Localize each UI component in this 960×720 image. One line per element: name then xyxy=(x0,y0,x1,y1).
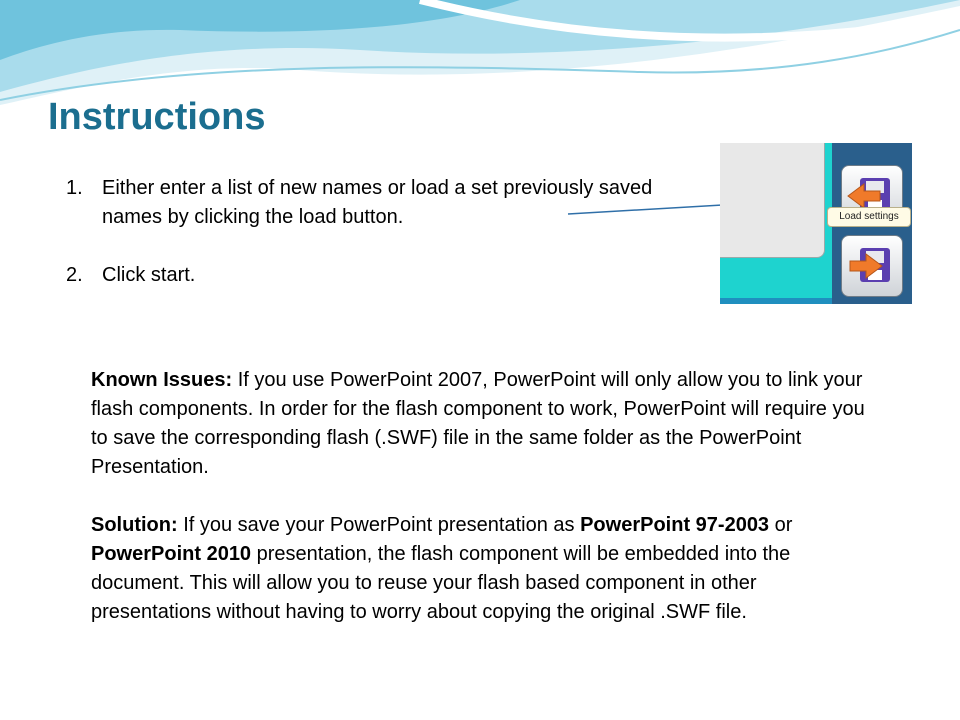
load-settings-tooltip: Load settings xyxy=(827,207,911,227)
step-item-2 xyxy=(66,261,706,290)
solution-text-2: or xyxy=(769,514,793,536)
known-issues-text: If you use PowerPoint 2007, PowerPoint will only allow you to link your flash components. In order for the flash component to work, PowerPoint will require you to save the corresponding flash (.SWF) file in the same folder as the PowerPoint Presentation. xyxy=(91,369,865,478)
solution-text-3: presentation, the flash component will be embedded into the document. This will allow you to reuse your flash based component in other presentations without having to worry about copying the original .SWF file. xyxy=(91,543,791,623)
solution-label: Solution: xyxy=(91,514,178,536)
names-list-panel xyxy=(720,143,825,258)
known-issues-paragraph xyxy=(91,366,871,482)
step-number: 1. xyxy=(66,177,83,199)
known-issues-label: Known Issues: xyxy=(91,369,233,391)
save-settings-icon xyxy=(842,236,904,298)
step-text: Click start. xyxy=(102,264,196,286)
step-number: 2. xyxy=(66,264,83,286)
solution-bold-1: PowerPoint 97-2003 xyxy=(580,514,770,536)
solution-paragraph xyxy=(91,511,871,627)
header-wave-decoration xyxy=(0,0,960,110)
save-settings-button[interactable] xyxy=(841,235,903,297)
step-text: Either enter a list of new names or load a set previously saved names by clicking the load button. xyxy=(102,177,653,228)
solution-bold-2: PowerPoint 2010 xyxy=(91,543,252,565)
slide-title: Instructions xyxy=(48,96,266,138)
solution-text-1: If you save your PowerPoint presentation as xyxy=(177,514,581,536)
notes-section xyxy=(91,366,871,627)
